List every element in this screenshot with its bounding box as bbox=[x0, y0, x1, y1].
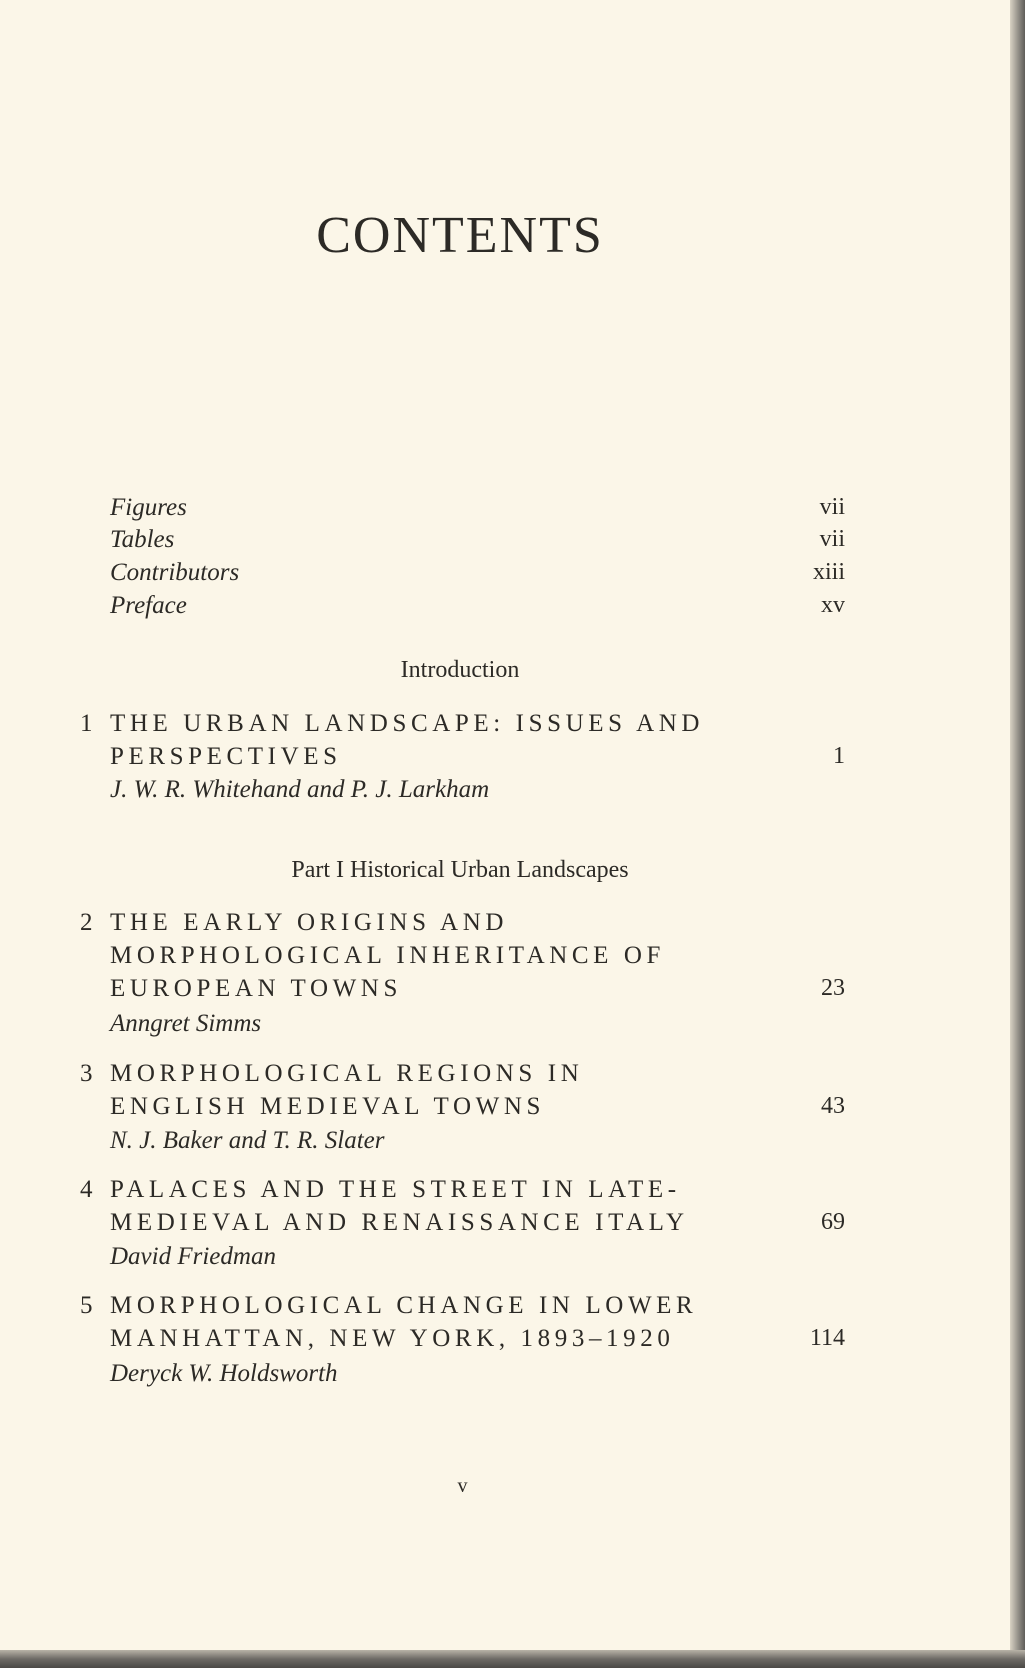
chapter-number: 4 bbox=[80, 1176, 93, 1203]
toc-entry-label: Contributors bbox=[110, 559, 240, 586]
chapter-title-line: ENGLISH MEDIEVAL TOWNS bbox=[110, 1093, 545, 1120]
toc-entry-page: vii bbox=[819, 526, 845, 552]
section-heading-introduction: Introduction bbox=[400, 657, 520, 683]
chapter-title-line: THE URBAN LANDSCAPE: ISSUES AND bbox=[110, 710, 705, 737]
section-heading-part-1: Part I Historical Urban Landscapes bbox=[291, 857, 629, 883]
chapter-number: 1 bbox=[80, 710, 93, 737]
chapter-title-line: THE EARLY ORIGINS AND bbox=[110, 909, 509, 936]
toc-entry-label: Figures bbox=[110, 494, 187, 521]
page-number: v bbox=[457, 1475, 468, 1497]
toc-entry-label: Preface bbox=[110, 592, 187, 619]
chapter-title-line: MEDIEVAL AND RENAISSANCE ITALY bbox=[110, 1209, 689, 1236]
toc-entry-page: xiii bbox=[812, 559, 845, 585]
chapter-page: 1 bbox=[833, 743, 845, 769]
chapter-title-line: MORPHOLOGICAL REGIONS IN bbox=[110, 1060, 584, 1087]
page-edge-right bbox=[1010, 0, 1025, 1668]
chapter-author: J. W. R. Whitehand and P. J. Larkham bbox=[110, 776, 490, 803]
chapter-number: 2 bbox=[80, 909, 93, 936]
chapter-title-line: MANHATTAN, NEW YORK, 1893–1920 bbox=[110, 1325, 675, 1352]
page-edge-bottom bbox=[0, 1650, 1025, 1668]
chapter-title-line: PALACES AND THE STREET IN LATE- bbox=[110, 1176, 681, 1203]
toc-entry-page: vii bbox=[819, 494, 845, 520]
chapter-author: David Friedman bbox=[110, 1243, 276, 1270]
chapter-author: N. J. Baker and T. R. Slater bbox=[110, 1127, 385, 1154]
chapter-title-line: MORPHOLOGICAL CHANGE IN LOWER bbox=[110, 1292, 698, 1319]
toc-entry-label: Tables bbox=[110, 526, 175, 553]
chapter-number: 3 bbox=[80, 1060, 93, 1087]
chapter-number: 5 bbox=[80, 1292, 93, 1319]
chapter-page: 43 bbox=[821, 1093, 845, 1119]
chapter-page: 114 bbox=[809, 1325, 845, 1351]
chapter-author: Anngret Simms bbox=[110, 1010, 262, 1037]
chapter-title-line: PERSPECTIVES bbox=[110, 743, 342, 770]
chapter-author: Deryck W. Holdsworth bbox=[110, 1360, 338, 1387]
chapter-page: 23 bbox=[821, 975, 845, 1001]
page-title: CONTENTS bbox=[316, 207, 604, 264]
chapter-title-line: EUROPEAN TOWNS bbox=[110, 975, 402, 1002]
chapter-title-line: MORPHOLOGICAL INHERITANCE OF bbox=[110, 942, 666, 969]
chapter-page: 69 bbox=[821, 1209, 845, 1235]
toc-entry-page: xv bbox=[821, 592, 845, 618]
